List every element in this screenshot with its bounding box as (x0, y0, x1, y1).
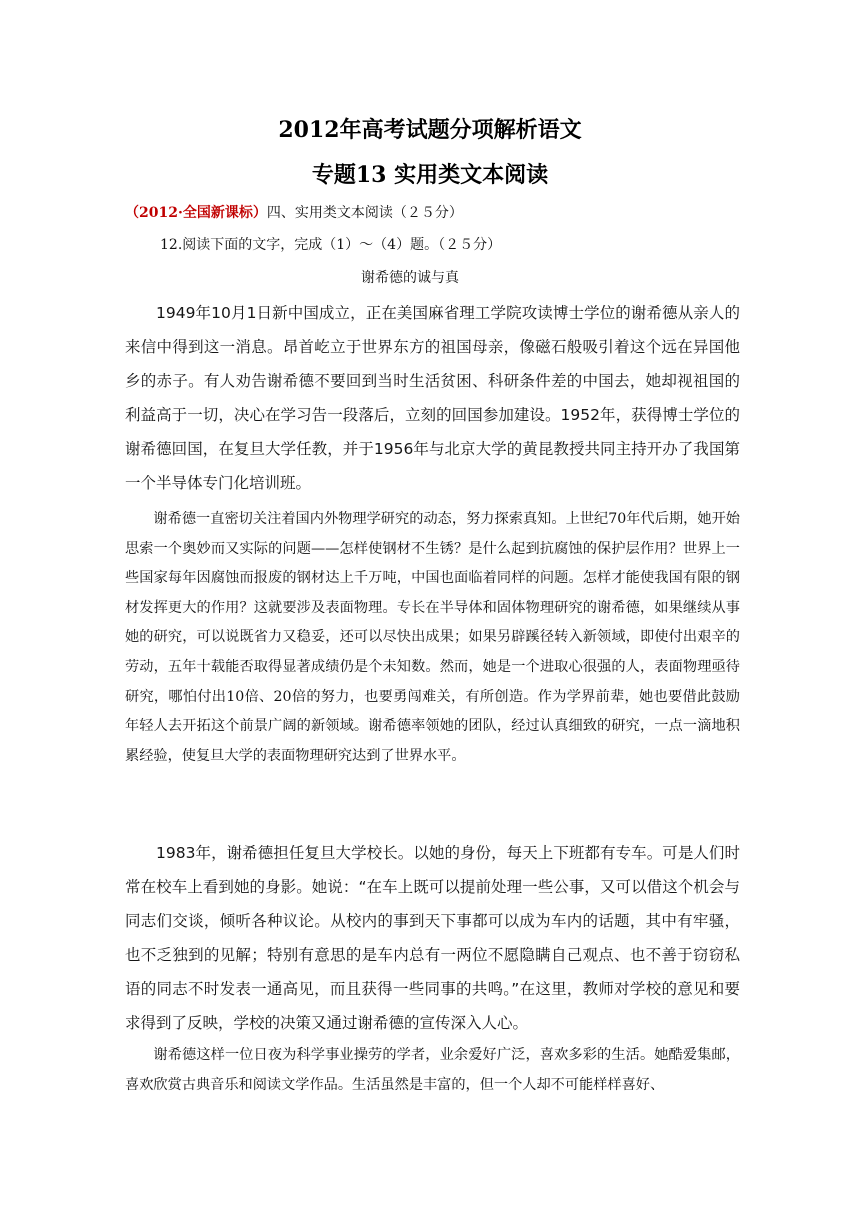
paragraph-4: 谢希德这样一位日夜为科学事业操劳的学者，业余爱好广泛，喜欢多彩的生活。她酷爱集邮，喜欢欣赏古典音乐和阅读文学作品。生活虽然是丰富的，但一个人却不可能样样喜好、 (125, 1047, 740, 1093)
passage-title: 谢希德的诚与真 (361, 270, 459, 286)
paragraph-1: 1949年10月1日新中国成立，正在美国麻省理工学院攻读博士学位的谢希德从亲人的来信中得到这一消息。昂首屹立于世界东方的祖国母亲，像磁石般吸引着这个远在异国他乡的赤子。有人劝告谢希德不要回到当时生活贫困、科研条件差的中国去，她却视祖国的利益高于一切，决心在学习告一段落后，立刻的回国参加建设。1952年，获得博士学位的谢希德回国，在复旦大学任教，并于1956年与北京大学的黄昆教授共同主持开办了我国第一个半导体专门化培训班。 (125, 304, 740, 492)
paragraph-2: 谢希德一直密切关注着国内外物理学研究的动态，努力探索真知。上世纪70年代后期，她开始思索一个奥妙而又实际的问题——怎样使钢材不生锈？是什么起到抗腐蚀的保护层作用？世界上一些国家每年因腐蚀而报废的钢材达上千万吨，中国也面临着同样的问题。怎样才能使我国有限的钢材发挥更大的作用？这就要涉及表面物理。专长在半导体和固体物理研究的谢希德，如果继续从事她的研究，可以说既省力又稳妥，还可以尽快出成果；如果另辟蹊径转入新领域，即使付出艰辛的劳动，五年十载能否取得显著成绩仍是个未知数。然而，她是一个进取心很强的人，表面物理亟待研究，哪怕付出10倍、20倍的努力，也要勇闯难关，有所创造。作为学界前辈，她也要借此鼓励年轻人去开拓这个前景广阔的新领域。谢希德率领她的团队，经过认真细致的研究，一点一滴地积累经验，使复旦大学的表面物理研究达到了世界水平。 (125, 511, 740, 764)
source-tag: （2012·全国新课标） (125, 205, 267, 221)
document-title: 2012年高考试题分项解析语文 (278, 117, 582, 143)
question-instruction: 12.阅读下面的文字，完成（1）～（4）题。（２５分） (160, 237, 502, 253)
section-heading: 四、实用类文本阅读（２５分） (266, 205, 463, 221)
source-line (125, 202, 463, 222)
paragraph-3: 1983年，谢希德担任复旦大学校长。以她的身份，每天上下班都有专车。可是人们时常在校车上看到她的身影。她说：“在车上既可以提前处理一些公事，又可以借这个机会与同志们交谈，倾听各种议论。从校内的事到天下事都可以成为车内的话题，其中有牢骚，也不乏独到的见解；特别有意思的是车内总有一两位不愿隐瞒自己观点、也不善于窃窃私语的同志不时发表一通高见，而且获得一些同事的共鸣。”在这里，教师对学校的意见和要求得到了反映，学校的决策又通过谢希德的宣传深入人心。 (125, 844, 740, 1032)
document-subtitle: 专题13 实用类文本阅读 (311, 162, 549, 188)
